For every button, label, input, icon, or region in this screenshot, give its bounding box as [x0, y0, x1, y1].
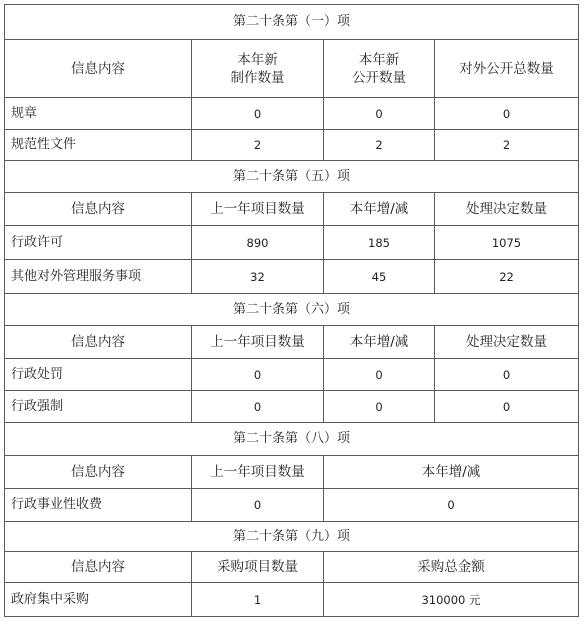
header-info-content: 信息内容	[5, 40, 192, 98]
row-label: 行政事业性收费	[5, 489, 192, 522]
section-title-row	[5, 522, 579, 552]
cell-value: 0	[324, 391, 435, 423]
section-title-row	[5, 161, 579, 193]
cell-value: 0	[192, 391, 324, 423]
header-prev-year-count: 上一年项目数量	[192, 193, 324, 226]
header-line: 公开数量	[352, 69, 406, 86]
disclosure-table	[4, 4, 579, 617]
cell-value: 0	[324, 489, 579, 522]
header-change: 本年增/减	[324, 193, 435, 226]
cell-value: 890	[192, 226, 324, 260]
cell-value: 45	[324, 260, 435, 294]
header-row	[5, 326, 579, 359]
section-title-row	[5, 5, 579, 40]
table-row	[5, 260, 579, 294]
cell-value: 1	[192, 583, 324, 617]
header-row	[5, 193, 579, 226]
header-purchase-item-count: 采购项目数量	[192, 552, 324, 583]
section-title-row	[5, 294, 579, 326]
cell-value: 0	[192, 359, 324, 391]
header-info-content: 信息内容	[5, 552, 192, 583]
cell-value: 0	[192, 489, 324, 522]
header-decision-count: 处理决定数量	[435, 326, 579, 359]
header-prev-year-count: 上一年项目数量	[192, 456, 324, 489]
section-title-row	[5, 423, 579, 456]
cell-value: 0	[435, 359, 579, 391]
cell-value: 2	[435, 130, 579, 161]
cell-value: 0	[324, 98, 435, 130]
section-title: 第二十条第（九）项	[5, 522, 579, 552]
cell-value: 0	[324, 359, 435, 391]
section-title: 第二十条第（一）项	[5, 5, 579, 40]
section-title: 第二十条第（六）项	[5, 294, 579, 326]
table-row	[5, 391, 579, 423]
header-decision-count: 处理决定数量	[435, 193, 579, 226]
table-row	[5, 583, 579, 617]
row-label: 其他对外管理服务事项	[5, 260, 192, 294]
header-row	[5, 456, 579, 489]
header-change: 本年增/减	[324, 326, 435, 359]
table-row	[5, 226, 579, 260]
header-line: 制作数量	[230, 69, 285, 86]
row-label: 行政许可	[5, 226, 192, 260]
cell-value: 2	[192, 130, 324, 161]
cell-value: 185	[324, 226, 435, 260]
cell-value: 0	[192, 98, 324, 130]
header-purchase-total-amount: 采购总金额	[324, 552, 579, 583]
header-new-produced-count	[192, 40, 324, 98]
section-title: 第二十条第（五）项	[5, 161, 579, 193]
table-row	[5, 130, 579, 161]
header-change: 本年增/减	[324, 456, 579, 489]
section-title: 第二十条第（八）项	[5, 423, 579, 456]
cell-value: 1075	[435, 226, 579, 260]
header-line: 本年新	[358, 51, 400, 68]
table-row	[5, 98, 579, 130]
table-row	[5, 489, 579, 522]
cell-value: 0	[435, 391, 579, 423]
cell-value: 32	[192, 260, 324, 294]
header-total-published-count: 对外公开总数量	[435, 40, 579, 98]
cell-value: 0	[435, 98, 579, 130]
header-line: 本年新	[237, 51, 278, 68]
header-new-published-count	[324, 40, 435, 98]
cell-value: 2	[324, 130, 435, 161]
cell-value: 22	[435, 260, 579, 294]
cell-value: 310000 元	[324, 583, 579, 617]
row-label: 行政强制	[5, 391, 192, 423]
header-row	[5, 552, 579, 583]
row-label: 政府集中采购	[5, 583, 192, 617]
table-row	[5, 359, 579, 391]
header-info-content: 信息内容	[5, 193, 192, 226]
header-prev-year-count: 上一年项目数量	[192, 326, 324, 359]
row-label: 行政处罚	[5, 359, 192, 391]
header-row	[5, 40, 579, 98]
header-info-content: 信息内容	[5, 326, 192, 359]
row-label: 规章	[5, 98, 192, 130]
row-label: 规范性文件	[5, 130, 192, 161]
header-info-content: 信息内容	[5, 456, 192, 489]
